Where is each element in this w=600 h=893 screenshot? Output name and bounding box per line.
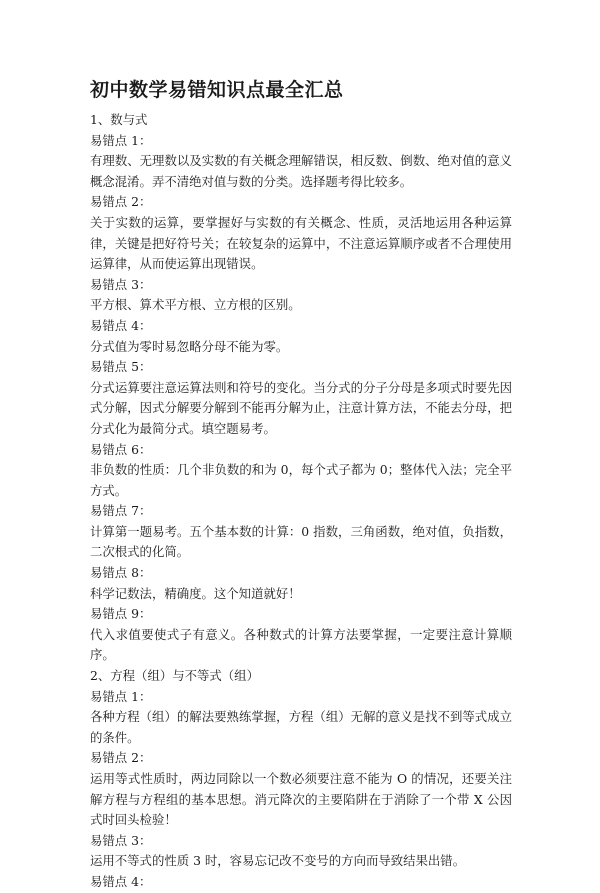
error-point-label: 易错点 6： [90, 441, 152, 457]
paragraph-text: 非负数的性质：几个非负数的和为 0，每个式子都为 0；整体代入法；完全平方式。 [90, 462, 512, 498]
paragraph-text: 平方根、算术平方根、立方根的区别。 [90, 297, 301, 313]
paragraph-text: 代入求值要使式子有意义。各种数式的计算方法要掌握，一定要注意计算顺序。 [90, 626, 512, 663]
paragraph-text: 分式运算要注意运算法则和符号的变化。当分式的分子分母是多项式时要先因式分解，因式分解要分解到不能再分解为止，注意计算方法，不能去分母，把分式化为最简分式。填空题易考。 [90, 379, 512, 436]
page-title: 初中数学易错知识点最全汇总 [90, 79, 344, 101]
document-body [90, 110, 512, 893]
error-point-label: 易错点 1： [90, 688, 152, 704]
section-heading: 1、数与式 [90, 112, 148, 127]
error-point-label: 易错点 3： [90, 276, 152, 292]
error-point-label: 易错点 9： [90, 606, 152, 622]
paragraph-text: 科学记数法，精确度。这个知道就好！ [90, 585, 301, 601]
section-heading: 2、方程（组）与不等式（组） [90, 668, 259, 684]
error-point-label: 易错点 3： [90, 832, 152, 848]
paragraph-text: 运用等式性质时，两边同除以一个数必须要注意不能为 O 的情况，还要关注解方程与方程组的基本思想。消元降次的主要陷阱在于消除了一个带 X 公因式时回头检验！ [90, 771, 512, 828]
error-point-label: 易错点 4： [90, 873, 152, 889]
paragraph-text: 各种方程（组）的解法要熟练掌握，方程（组）无解的意义是找不到等式成立的条件。 [90, 709, 512, 745]
error-point-label: 易错点 5： [90, 359, 152, 375]
paragraph-text: 计算第一题易考。五个基本数的计算：0 指数，三角函数，绝对值，负指数，二次根式的化简。 [90, 523, 512, 560]
paragraph-text: 有理数、无理数以及实数的有关概念理解错误，相反数、倒数、绝对值的意义概念混淆。弄不清绝对值与数的分类。选择题考得比较多。 [90, 153, 512, 189]
paragraph-text: 运用不等式的性质 3 时，容易忘记改不变号的方向而导致结果出错。 [90, 853, 466, 869]
error-point-label: 易错点 2： [90, 750, 152, 766]
error-point-label: 易错点 2： [90, 194, 152, 210]
error-point-label: 易错点 7： [90, 503, 152, 519]
paragraph-text: 关于实数的运算，要掌握好与实数的有关概念、性质，灵活地运用各种运算律，关键是把好符号关；在较复杂的运算中，不注意运算顺序或者不合理使用运算律，从而使运算出现错误。 [90, 214, 512, 272]
paragraph-text: 分式值为零时易忽略分母不能为零。 [90, 338, 289, 354]
error-point-label: 易错点 1： [90, 132, 152, 148]
error-point-label: 易错点 8： [90, 565, 152, 581]
error-point-label: 易错点 4： [90, 317, 152, 333]
